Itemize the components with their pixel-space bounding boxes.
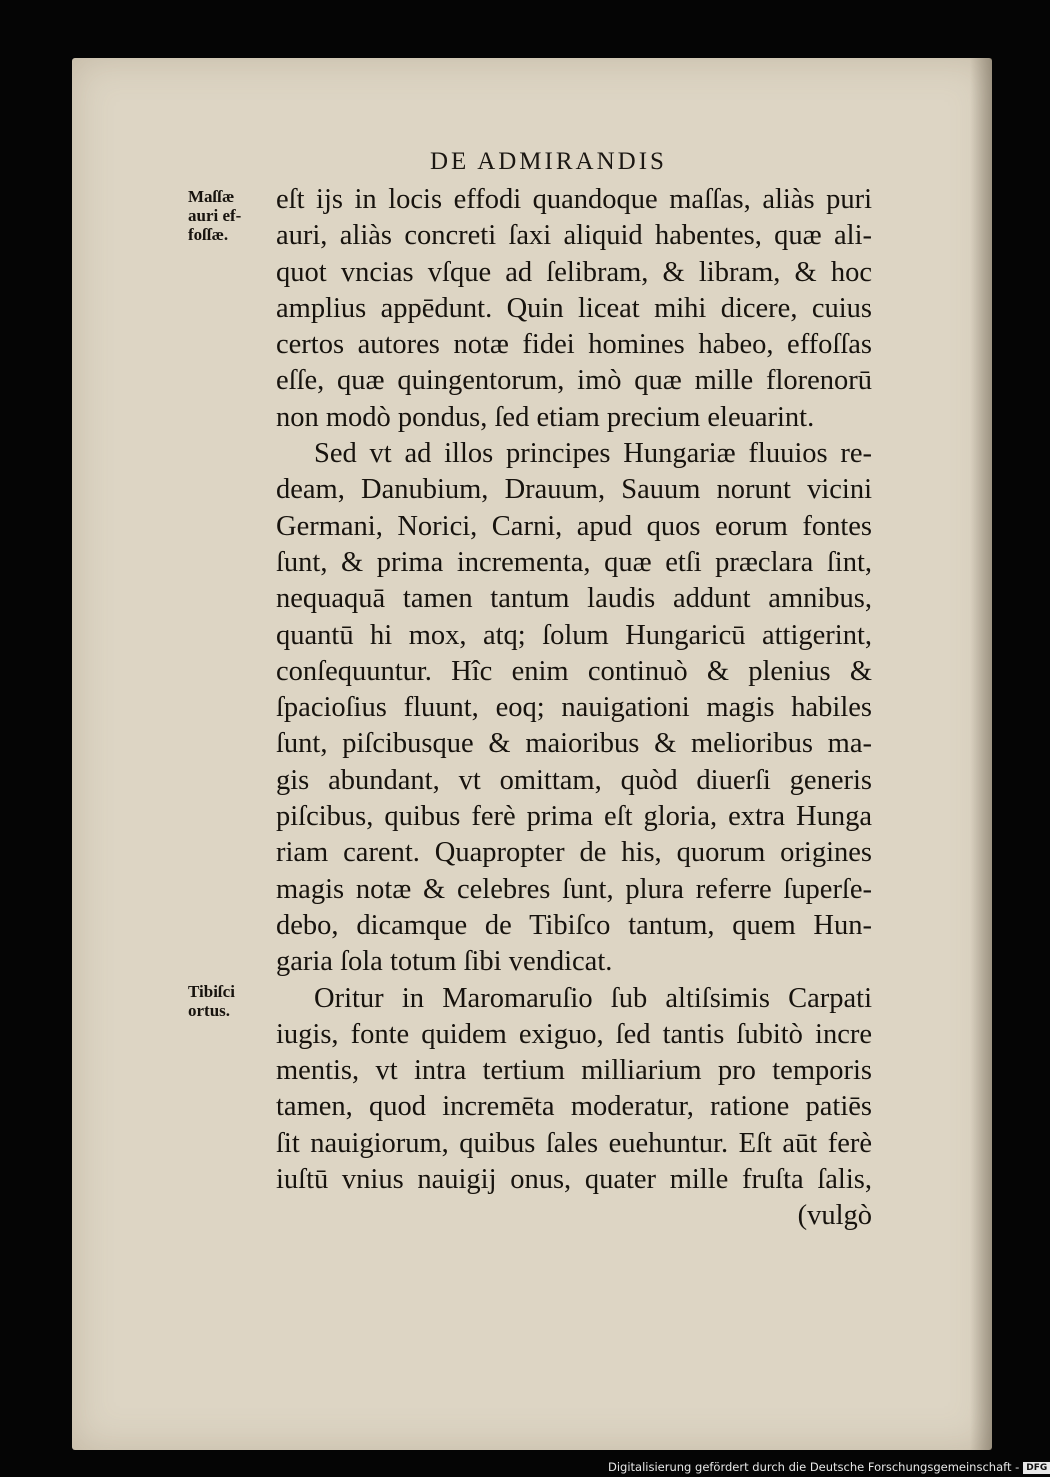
page-edge-shadow bbox=[970, 58, 992, 1450]
marginal-note-tibisci bbox=[188, 982, 235, 1020]
text-line: mentis, vt intra tertium milliarium pro temporis bbox=[276, 1055, 872, 1087]
marginal-note-line: Tibiſci bbox=[188, 982, 235, 1001]
marginal-note-massae bbox=[188, 187, 241, 244]
body-text bbox=[276, 182, 872, 1235]
marginal-note-line: auri ef- bbox=[188, 206, 242, 225]
catchword: (vulgò bbox=[797, 1200, 872, 1232]
marginal-note-line: ortus. bbox=[188, 1001, 231, 1020]
text-line: eſſe, quæ quingentorum, imò quæ mille florenorū bbox=[276, 365, 872, 397]
text-line: iugis, fonte quidem exiguo, ſed tantis ſubitò incre bbox=[276, 1018, 872, 1050]
digitization-footer bbox=[608, 1459, 1050, 1475]
text-line: tamen, quod incremēta moderatur, ratione patiēs bbox=[276, 1091, 872, 1123]
text-line: Sed vt ad illos principes Hungariæ fluuios re- bbox=[314, 438, 872, 470]
text-line: garia ſola totum ſibi vendicat. bbox=[276, 946, 613, 978]
dfg-logo: DFG bbox=[1023, 1462, 1050, 1474]
text-line: auri, aliàs concreti ſaxi aliquid habentes, quæ ali- bbox=[276, 220, 872, 252]
text-line: magis notæ & celebres ſunt, plura referre ſuperſe- bbox=[276, 873, 872, 905]
text-line: non modò pondus, ſed etiam precium eleuarint. bbox=[276, 401, 815, 433]
text-line: iuſtū vnius nauigij onus, quater mille fruſta ſalis, bbox=[276, 1164, 872, 1196]
text-line: riam carent. Quapropter de his, quorum origines bbox=[276, 837, 872, 869]
text-line: deam, Danubium, Drauum, Sauum norunt vicini bbox=[276, 474, 872, 506]
footer-text: Digitalisierung gefördert durch die Deutsche Forschungsgemeinschaft - bbox=[608, 1460, 1020, 1474]
text-line: ſunt, piſcibusque & maioribus & melioribus ma- bbox=[276, 728, 872, 760]
text-line: eſt ijs in locis effodi quandoque maſſas, aliàs puri bbox=[276, 184, 872, 215]
text-line: quot vncias vſque ad ſelibram, & libram, & hoc bbox=[276, 256, 872, 288]
text-line: Oritur in Maromaruſio ſub altiſsimis Carpati bbox=[314, 982, 872, 1014]
marginal-note-line: foſſæ. bbox=[188, 225, 229, 244]
text-line: amplius appēdunt. Quin liceat mihi dicere, cuius bbox=[276, 292, 872, 324]
running-head: DE ADMIRANDIS bbox=[430, 148, 667, 175]
text-line: piſcibus, quibus ferè prima eſt gloria, extra Hunga bbox=[276, 801, 872, 833]
text-line: nequaquā tamen tantum laudis addunt amnibus, bbox=[276, 583, 872, 615]
text-line: certos autores notæ fidei homines habeo, effoſſas bbox=[276, 329, 872, 361]
text-line: conſequuntur. Hîc enim continuò & plenius & bbox=[276, 655, 872, 687]
text-line: quantū hi mox, atq; ſolum Hungaricū attigerint, bbox=[276, 619, 872, 651]
text-line: Germani, Norici, Carni, apud quos eorum fontes bbox=[276, 510, 872, 542]
text-line: debo, dicamque de Tibiſco tantum, quem Hun- bbox=[276, 909, 872, 941]
text-line: gis abundant, vt omittam, quòd diuerſi generis bbox=[276, 764, 872, 796]
marginal-note-line: Maſſæ bbox=[188, 187, 235, 206]
text-line: ſit nauigiorum, quibus ſales euehuntur. Eſt aūt ferè bbox=[276, 1127, 872, 1159]
text-line: ſpacioſius fluunt, eoq; nauigationi magis habiles bbox=[276, 692, 872, 724]
text-line: ſunt, & prima incrementa, quæ etſi præclara ſint, bbox=[276, 546, 872, 578]
